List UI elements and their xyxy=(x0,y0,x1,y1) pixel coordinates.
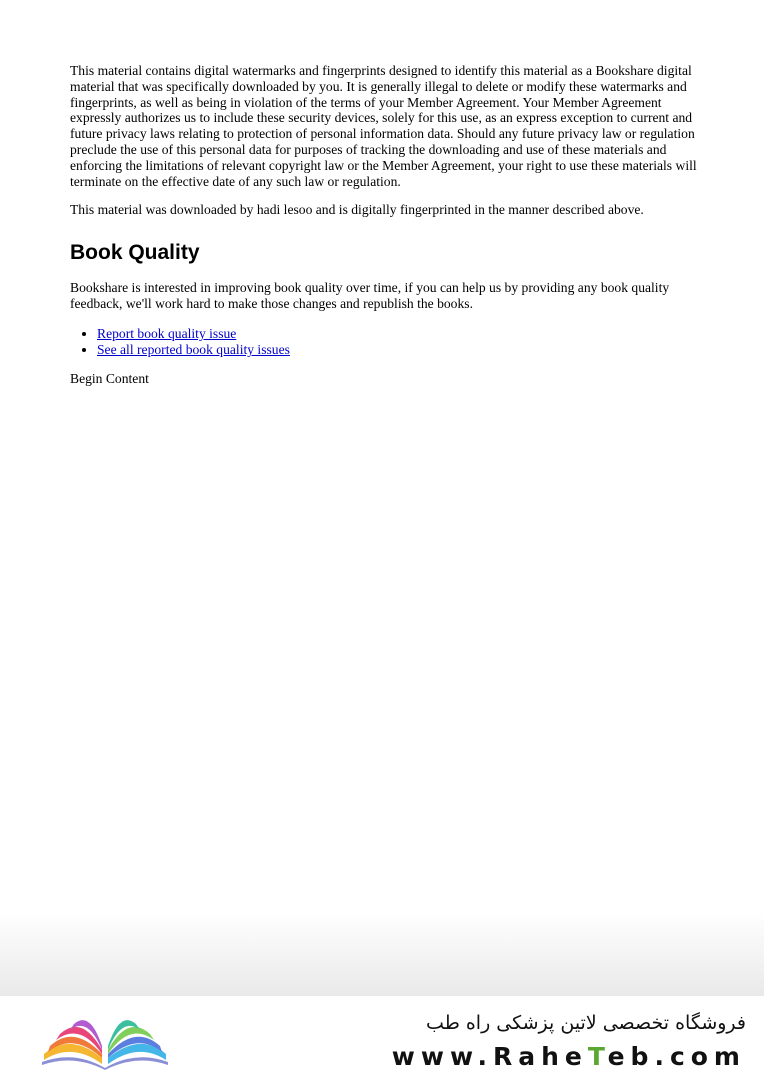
footer-shadow xyxy=(0,912,764,996)
document-body xyxy=(70,63,700,401)
report-issue-link[interactable]: Report book quality issue xyxy=(97,325,237,341)
book-quality-links xyxy=(70,326,700,359)
site-url-accent: T xyxy=(587,1042,608,1071)
site-url xyxy=(392,1042,746,1071)
begin-content-label: Begin Content xyxy=(70,370,149,386)
footer-banner xyxy=(0,996,764,1080)
watermark-notice: This material contains digital watermarks and fingerprints designed to identify this material as a Bookshare digital material that was specifically downloaded by you. It is generally illegal to delete or modify these watermarks and fingerprints, as well as being in violation of the terms of your Member Agreement. Your Member Agreement expressly authorizes us to include these security devices, solely for this use, as an express exception to current and future privacy laws relating to protection of personal information data. Should any future privacy law or regulation preclude the use of this personal data for purposes of tracking the downloading and use of these materials and enforcing the limitations of relevant copyright law or the Member Agreement, your right to use these materials will terminate on the effective date of any such law or regulation. xyxy=(70,63,697,189)
list-item xyxy=(97,342,700,359)
site-url-part2: eb.com xyxy=(607,1042,746,1071)
site-url-part1: www.Rahe xyxy=(391,1042,588,1071)
open-book-logo-icon xyxy=(40,1010,170,1070)
book-quality-paragraph: Bookshare is interested in improving book quality over time, if you can help us by providing any book quality feedback, we'll work hard to make those changes and republish the books. xyxy=(70,280,670,311)
list-item xyxy=(97,326,700,343)
book-quality-heading: Book Quality xyxy=(70,241,200,265)
see-issues-link[interactable]: See all reported book quality issues xyxy=(97,342,290,358)
download-notice: This material was downloaded by hadi lesoo and is digitally fingerprinted in the manner described above. xyxy=(70,202,644,218)
persian-store-title: فروشگاه تخصصی لاتین پزشکی راه طب xyxy=(426,1012,746,1034)
